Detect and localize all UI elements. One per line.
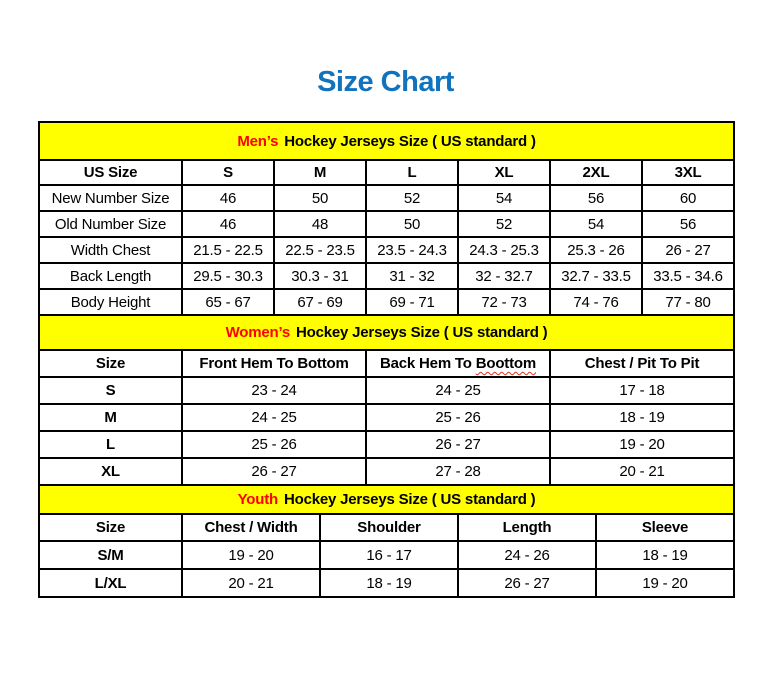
womens-col-chest: Chest / Pit To Pit [550, 350, 734, 377]
back-hem-misspelled-word: Boottom [475, 355, 536, 372]
table-cell: 25 - 26 [182, 431, 366, 458]
mens-banner-text [40, 133, 733, 150]
mens-col-l: L [366, 160, 458, 185]
table-cell: 19 - 20 [182, 541, 320, 569]
womens-col-back-hem [366, 350, 550, 377]
youth-col-size: Size [39, 514, 182, 541]
table-cell: 50 [274, 185, 366, 211]
youth-banner [39, 485, 734, 514]
womens-banner [39, 315, 734, 350]
table-cell: 19 - 20 [596, 569, 734, 597]
table-cell: 23.5 - 24.3 [366, 237, 458, 263]
table-cell: 46 [182, 211, 274, 237]
youth-size-table [38, 484, 735, 598]
table-cell: 69 - 71 [366, 289, 458, 315]
mens-col-xl: XL [458, 160, 550, 185]
youth-col-length: Length [458, 514, 596, 541]
table-cell: 31 - 32 [366, 263, 458, 289]
table-cell: 32 - 32.7 [458, 263, 550, 289]
size-chart-page [38, 0, 733, 598]
table-row [39, 569, 734, 597]
table-row [39, 185, 734, 211]
table-cell: 46 [182, 185, 274, 211]
row-label: XL [39, 458, 182, 485]
table-cell: 56 [642, 211, 734, 237]
table-row [39, 431, 734, 458]
youth-banner-highlight: Youth [237, 491, 278, 508]
table-row [39, 404, 734, 431]
table-cell: 33.5 - 34.6 [642, 263, 734, 289]
table-cell: 29.5 - 30.3 [182, 263, 274, 289]
womens-size-table [38, 314, 735, 486]
table-cell: 54 [458, 185, 550, 211]
table-cell: 25 - 26 [366, 404, 550, 431]
mens-header-row [39, 160, 734, 185]
row-label: Back Length [39, 263, 182, 289]
table-cell: 18 - 19 [596, 541, 734, 569]
table-row [39, 541, 734, 569]
page-title: Size Chart [317, 66, 454, 98]
row-label: New Number Size [39, 185, 182, 211]
table-cell: 16 - 17 [320, 541, 458, 569]
table-cell: 74 - 76 [550, 289, 642, 315]
table-cell: 25.3 - 26 [550, 237, 642, 263]
row-label: Width Chest [39, 237, 182, 263]
table-cell: 60 [642, 185, 734, 211]
table-row [39, 458, 734, 485]
youth-banner-row [39, 485, 734, 514]
table-cell: 24 - 25 [366, 377, 550, 404]
table-cell: 27 - 28 [366, 458, 550, 485]
womens-header-row [39, 350, 734, 377]
table-cell: 26 - 27 [642, 237, 734, 263]
mens-col-3xl: 3XL [642, 160, 734, 185]
table-row [39, 377, 734, 404]
table-cell: 19 - 20 [550, 431, 734, 458]
mens-col-2xl: 2XL [550, 160, 642, 185]
mens-banner-rest: Hockey Jerseys Size ( US standard ) [284, 132, 536, 150]
table-cell: 30.3 - 31 [274, 263, 366, 289]
row-label: L/XL [39, 569, 182, 597]
mens-col-m: M [274, 160, 366, 185]
womens-banner-text [40, 324, 733, 341]
table-cell: 26 - 27 [182, 458, 366, 485]
table-cell: 20 - 21 [182, 569, 320, 597]
table-cell: 18 - 19 [320, 569, 458, 597]
table-cell: 72 - 73 [458, 289, 550, 315]
table-cell: 54 [550, 211, 642, 237]
youth-col-chest-width: Chest / Width [182, 514, 320, 541]
mens-col-s: S [182, 160, 274, 185]
table-cell: 32.7 - 33.5 [550, 263, 642, 289]
table-cell: 24.3 - 25.3 [458, 237, 550, 263]
table-cell: 24 - 26 [458, 541, 596, 569]
womens-banner-rest: Hockey Jerseys Size ( US standard ) [296, 324, 548, 341]
row-label: Body Height [39, 289, 182, 315]
table-row [39, 263, 734, 289]
table-cell: 65 - 67 [182, 289, 274, 315]
row-label: S [39, 377, 182, 404]
table-cell: 26 - 27 [458, 569, 596, 597]
womens-banner-highlight: Women’s [225, 324, 291, 341]
mens-size-table [38, 121, 735, 316]
table-row [39, 289, 734, 315]
row-label: Old Number Size [39, 211, 182, 237]
womens-col-back-hem-text [380, 355, 536, 372]
table-cell: 21.5 - 22.5 [182, 237, 274, 263]
table-cell: 50 [366, 211, 458, 237]
table-cell: 22.5 - 23.5 [274, 237, 366, 263]
table-cell: 52 [458, 211, 550, 237]
table-cell: 18 - 19 [550, 404, 734, 431]
youth-col-sleeve: Sleeve [596, 514, 734, 541]
womens-col-size: Size [39, 350, 182, 377]
table-cell: 48 [274, 211, 366, 237]
mens-col-us-size: US Size [39, 160, 182, 185]
table-cell: 56 [550, 185, 642, 211]
youth-header-row [39, 514, 734, 541]
womens-banner-row [39, 315, 734, 350]
row-label: S/M [39, 541, 182, 569]
table-cell: 52 [366, 185, 458, 211]
table-cell: 24 - 25 [182, 404, 366, 431]
table-row [39, 211, 734, 237]
back-hem-prefix: Back Hem To [380, 355, 472, 372]
womens-col-front-hem: Front Hem To Bottom [182, 350, 366, 377]
table-cell: 17 - 18 [550, 377, 734, 404]
table-cell: 77 - 80 [642, 289, 734, 315]
row-label: L [39, 431, 182, 458]
youth-banner-text [40, 491, 733, 508]
row-label: M [39, 404, 182, 431]
table-cell: 23 - 24 [182, 377, 366, 404]
table-cell: 20 - 21 [550, 458, 734, 485]
mens-banner-row [39, 122, 734, 160]
mens-banner-highlight: Men’s [237, 132, 279, 150]
youth-col-shoulder: Shoulder [320, 514, 458, 541]
mens-banner [39, 122, 734, 160]
table-row [39, 237, 734, 263]
table-cell: 67 - 69 [274, 289, 366, 315]
table-cell: 26 - 27 [366, 431, 550, 458]
youth-banner-rest: Hockey Jerseys Size ( US standard ) [283, 491, 536, 508]
